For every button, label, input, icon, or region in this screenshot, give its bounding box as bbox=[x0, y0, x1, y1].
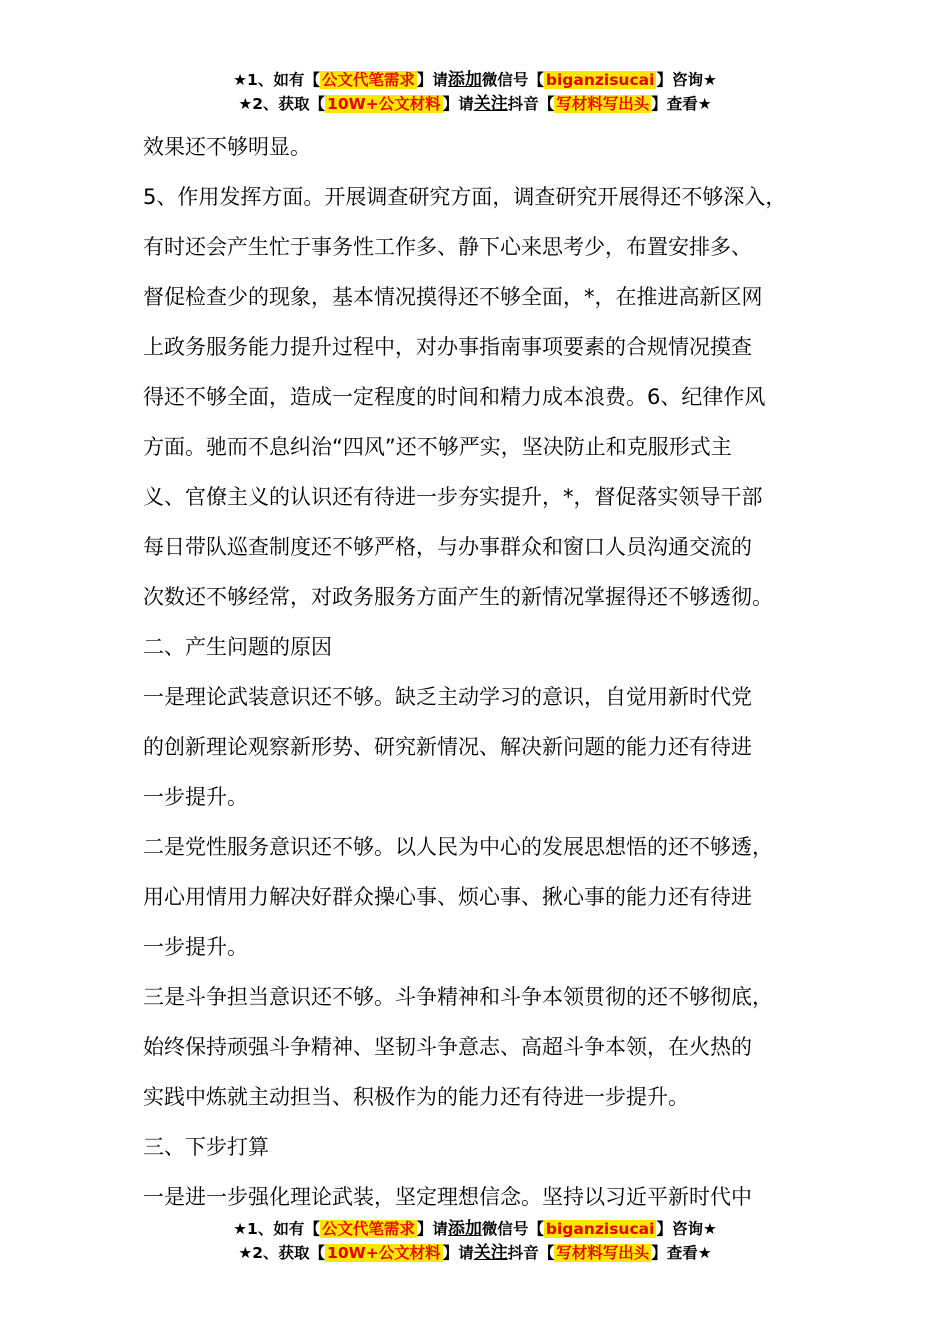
banner-emphasis: 关注 bbox=[473, 94, 508, 114]
banner-text: 】查看★ bbox=[651, 95, 712, 113]
banner-highlight: 10W+公文材料 bbox=[327, 95, 441, 113]
text-line: 三是斗争担当意识还不够。斗争精神和斗争本领贯彻的还不够彻底， bbox=[143, 985, 773, 1009]
text-line: 二是党性服务意识还不够。以人民为中心的发展思想悟的还不够透， bbox=[143, 835, 773, 859]
banner-highlight: 公文代笔需求 bbox=[321, 1220, 415, 1238]
text-line: 用心用情用力解决好群众操心事、烦心事、揪心事的能力还有待进 bbox=[143, 885, 752, 909]
text-line: 效果还不够明显。 bbox=[143, 135, 311, 159]
banner-text: 】请 bbox=[442, 1244, 474, 1262]
text-line: 一是理论武装意识还不够。缺乏主动学习的意识，自觉用新时代党 bbox=[143, 685, 752, 709]
text-line: 次数还不够经常，对政务服务方面产生的新情况掌握得还不够透彻。 bbox=[143, 585, 773, 609]
text-line: 的创新理论观察新形势、研究新情况、解决新问题的能力还有待进 bbox=[143, 735, 752, 759]
text-line: 每日带队巡查制度还不够严格，与办事群众和窗口人员沟通交流的 bbox=[143, 535, 752, 559]
banner-text: 】请 bbox=[416, 1220, 448, 1238]
footer-banner bbox=[0, 1217, 950, 1265]
banner-text: 抖音【 bbox=[507, 1244, 555, 1262]
banner-line-2 bbox=[0, 1241, 950, 1265]
banner-line-1 bbox=[0, 68, 950, 92]
banner-highlight: biganzisucai bbox=[545, 71, 655, 89]
text-line: 一是进一步强化理论武装，坚定理想信念。坚持以习近平新时代中 bbox=[143, 1185, 752, 1209]
banner-highlight: biganzisucai bbox=[545, 1220, 655, 1238]
banner-line-1 bbox=[0, 1217, 950, 1241]
document-body bbox=[143, 122, 833, 1222]
text-line: 义、官僚主义的认识还有待进一步夯实提升，*，督促落实领导干部 bbox=[143, 485, 763, 509]
text-line: 5、作用发挥方面。开展调查研究方面，调查研究开展得还不够深入， bbox=[143, 185, 787, 209]
text-line: 一步提升。 bbox=[143, 935, 248, 959]
text-line: 实践中炼就主动担当、积极作为的能力还有待进一步提升。 bbox=[143, 1085, 689, 1109]
text-line: 始终保持顽强斗争精神、坚韧斗争意志、高超斗争本领，在火热的 bbox=[143, 1035, 752, 1059]
text-line: 方面。驰而不息纠治“四风”还不够严实，坚决防止和克服形式主 bbox=[143, 435, 732, 459]
banner-emphasis: 关注 bbox=[473, 1243, 508, 1263]
banner-text: 】请 bbox=[442, 95, 474, 113]
banner-highlight: 10W+公文材料 bbox=[327, 1244, 441, 1262]
text-line: 得还不够全面，造成一定程度的时间和精力成本浪费。6、纪律作风 bbox=[143, 385, 766, 409]
text-line: 有时还会产生忙于事务性工作多、静下心来思考少，布置安排多、 bbox=[143, 235, 752, 259]
banner-text: 微信号【 bbox=[481, 71, 544, 89]
banner-line-2 bbox=[0, 92, 950, 116]
text-line: 督促检查少的现象，基本情况摸得还不够全面，*，在推进高新区网 bbox=[143, 285, 763, 309]
section-heading: 三、下步打算 bbox=[143, 1135, 269, 1159]
banner-text: ★2、获取【 bbox=[238, 1244, 326, 1262]
banner-emphasis: 添加 bbox=[447, 1219, 482, 1239]
banner-highlight: 写材料写出头 bbox=[556, 1244, 650, 1262]
banner-text: ★1、如有【 bbox=[233, 1220, 320, 1238]
header-banner bbox=[0, 68, 950, 116]
section-heading: 二、产生问题的原因 bbox=[143, 635, 332, 659]
banner-text: 】查看★ bbox=[651, 1244, 712, 1262]
banner-text: 微信号【 bbox=[481, 1220, 544, 1238]
banner-text: 】咨询★ bbox=[656, 1220, 717, 1238]
banner-text: ★1、如有【 bbox=[233, 71, 320, 89]
banner-text: 】请 bbox=[416, 71, 448, 89]
banner-emphasis: 添加 bbox=[447, 70, 482, 90]
text-line: 一步提升。 bbox=[143, 785, 248, 809]
banner-text: ★2、获取【 bbox=[238, 95, 326, 113]
banner-highlight: 公文代笔需求 bbox=[321, 71, 415, 89]
banner-text: 抖音【 bbox=[507, 95, 555, 113]
banner-highlight: 写材料写出头 bbox=[556, 95, 650, 113]
text-line: 上政务服务能力提升过程中，对办事指南事项要素的合规情况摸查 bbox=[143, 335, 752, 359]
banner-text: 】咨询★ bbox=[656, 71, 717, 89]
